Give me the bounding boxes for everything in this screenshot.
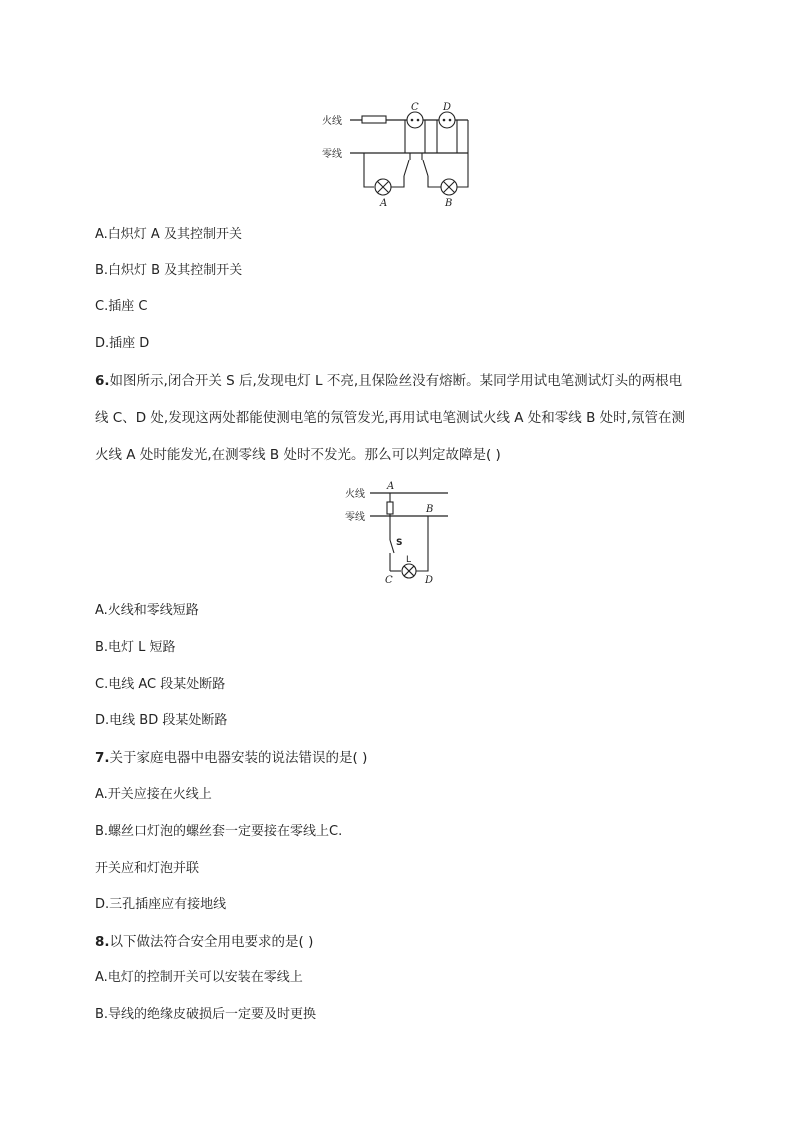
q7-option-a: A.开关应接在火线上 xyxy=(95,787,212,802)
q6-option-c: C.电线 AC 段某处断路 xyxy=(95,677,226,692)
q5-option-a: A.白炽灯 A 及其控制开关 xyxy=(95,227,242,242)
q6-option-a: A.火线和零线短路 xyxy=(95,603,199,618)
q5-option-d: D.插座 D xyxy=(95,336,150,351)
circuit-diagram-1 xyxy=(0,98,794,208)
q6-number: 6. xyxy=(95,373,110,389)
q8-option-a: A.电灯的控制开关可以安装在零线上 xyxy=(95,970,303,985)
switch-b xyxy=(423,160,428,176)
lamp-a-label: A xyxy=(380,198,388,208)
socket-d-label: D xyxy=(443,102,452,113)
fire-wire-label: 火线 xyxy=(345,489,365,500)
q6-stem-line-3: 火线 A 处时能发光,在测零线 B 处时不发光。那么可以判定故障是( ) xyxy=(95,447,501,463)
point-d-label: D xyxy=(425,575,434,586)
socket-c xyxy=(407,112,423,128)
q7-option-c: 开关应和灯泡并联 xyxy=(95,861,200,876)
q7-number: 7. xyxy=(95,750,110,766)
switch-s-label: S xyxy=(396,538,403,548)
fuse xyxy=(362,116,386,123)
switch-s xyxy=(390,540,394,553)
q5-option-b: B.白炽灯 B 及其控制开关 xyxy=(95,263,243,278)
socket-d xyxy=(439,112,455,128)
lamp-b-label: B xyxy=(445,198,453,208)
q8-number: 8. xyxy=(95,934,110,950)
q7-option-b: B.螺丝口灯泡的螺丝套一定要接在零线上C. xyxy=(95,824,343,839)
q8-option-b: B.导线的绝缘皮破损后一定要及时更换 xyxy=(95,1007,317,1022)
fire-wire-label: 火线 xyxy=(322,116,342,127)
zero-wire-label: 零线 xyxy=(322,149,342,160)
point-c-label: C xyxy=(385,575,393,586)
switch-a xyxy=(404,160,409,176)
zero-wire-label: 零线 xyxy=(345,512,365,523)
q7-stem: 7.关于家庭电器中电器安装的说法错误的是( ) xyxy=(95,750,368,766)
q6-stem-line-1: 6.如图所示,闭合开关 S 后,发现电灯 L 不亮,且保险丝没有熔断。某同学用试电笔测试灯头的两根电 xyxy=(95,373,683,389)
q6-stem-line-2: 线 C、D 处,发现这两处都能使测电笔的氖管发光,再用试电笔测试火线 A 处和零线 B 处时,氖管在测 xyxy=(95,410,685,426)
q8-stem: 8.以下做法符合安全用电要求的是( ) xyxy=(95,934,314,950)
circuit-diagram-2 xyxy=(0,478,794,588)
point-a-label: A xyxy=(387,481,395,492)
lamp-l-label: L xyxy=(406,555,412,565)
socket-c-label: C xyxy=(411,102,419,113)
q6-option-b: B.电灯 L 短路 xyxy=(95,640,176,655)
q5-option-c: C.插座 C xyxy=(95,299,148,314)
fuse xyxy=(387,502,393,514)
q7-option-d: D.三孔插座应有接地线 xyxy=(95,897,227,912)
point-b-label: B xyxy=(426,504,434,515)
q6-option-d: D.电线 BD 段某处断路 xyxy=(95,713,228,728)
